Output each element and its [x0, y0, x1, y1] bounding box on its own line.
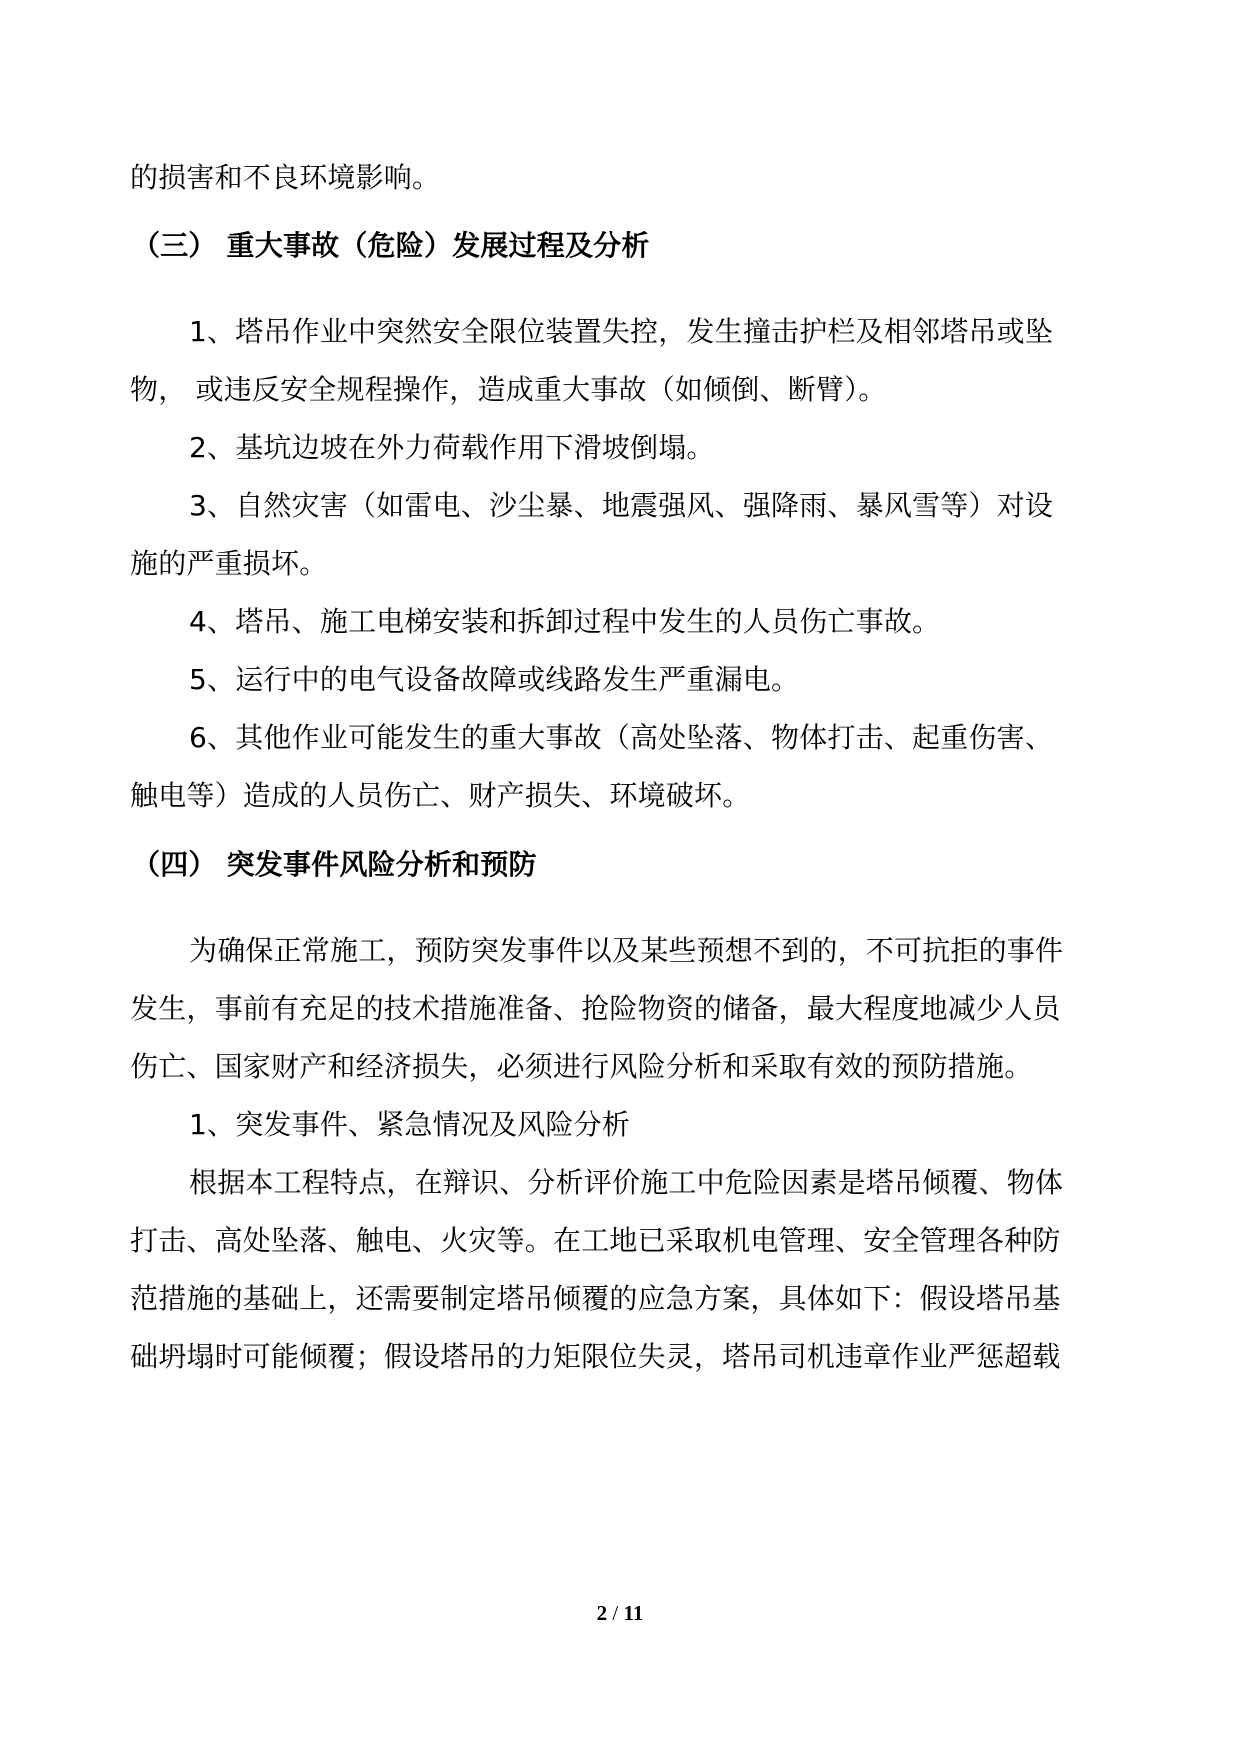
paragraph-line: 打击、高处坠落、触电、火灾等。在工地已采取机电管理、安全管理各种防: [130, 1224, 1061, 1257]
paragraph-line: 6、其他作业可能发生的重大事故（高处坠落、物体打击、起重伤害、: [189, 721, 1054, 754]
paragraph-line: 5、运行中的电气设备故障或线路发生严重漏电。: [189, 663, 800, 696]
paragraph-line: 2、基坑边坡在外力荷载作用下滑坡倒塌。: [189, 431, 715, 464]
total-pages-number: 11: [623, 1601, 644, 1625]
paragraph-line: 发生，事前有充足的技术措施准备、抢险物资的储备，最大程度地减少人员: [130, 992, 1061, 1025]
paragraph-line: 的损害和不良环境影响。: [130, 161, 441, 194]
page-separator: /: [612, 1601, 619, 1625]
paragraph-line: 根据本工程特点，在辩识、分析评价施工中危险因素是塔吊倾覆、物体: [189, 1166, 1064, 1199]
paragraph-line: 范措施的基础上，还需要制定塔吊倾覆的应急方案，具体如下：假设塔吊基: [130, 1282, 1061, 1315]
paragraph-line: 3、自然灾害（如雷电、沙尘暴、地震强风、强降雨、暴风雪等）对设: [189, 489, 1054, 522]
current-page-number: 2: [596, 1601, 608, 1625]
section-heading-3: （三） 重大事故（危险）发展过程及分析: [132, 229, 650, 262]
section-heading-4: （四） 突发事件风险分析和预防: [132, 848, 537, 881]
page-number: [0, 1598, 1240, 1628]
paragraph-line: 伤亡、国家财产和经济损失，必须进行风险分析和采取有效的预防措施。: [130, 1050, 1033, 1083]
paragraph-line: 1、塔吊作业中突然安全限位装置失控，发生撞击护栏及相邻塔吊或坠: [189, 315, 1054, 348]
paragraph-line: 施的严重损坏。: [130, 547, 328, 580]
paragraph-line: 物， 或违反安全规程操作，造成重大事故（如倾倒、断臂）。: [130, 373, 887, 406]
paragraph-line: 础坍塌时可能倾覆；假设塔吊的力矩限位失灵，塔吊司机违章作业严惩超载: [130, 1340, 1061, 1373]
subsection-title: 1、突发事件、紧急情况及风险分析: [189, 1108, 631, 1141]
paragraph-line: 4、塔吊、施工电梯安装和拆卸过程中发生的人员伤亡事故。: [189, 605, 941, 638]
paragraph-line: 为确保正常施工，预防突发事件以及某些预想不到的，不可抗拒的事件: [189, 934, 1064, 967]
paragraph-line: 触电等）造成的人员伤亡、财产损失、环境破坏。: [130, 779, 751, 812]
